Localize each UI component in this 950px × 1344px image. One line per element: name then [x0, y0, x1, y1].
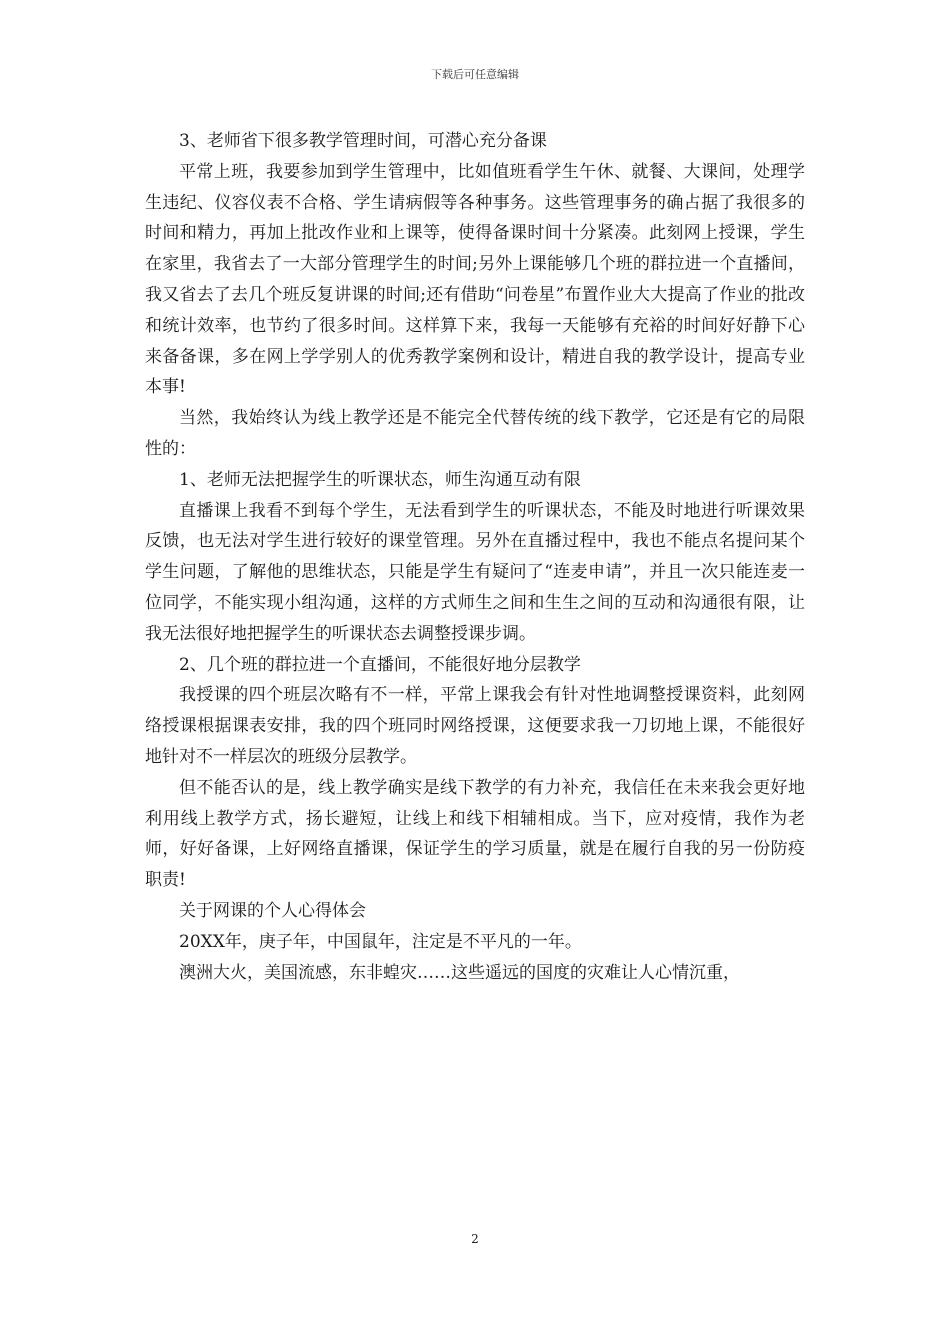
paragraph: 但不能否认的是，线上教学确实是线下教学的有力补充，我信任在未来我会更好地利用线上教学方式，扬长避短，让线上和线下相辅相成。当下，应对疫情，我作为老师，好好备课，上好网络直播课，保证学生的学习质量，就是在履行自我的另一份防疫职责!: [145, 777, 805, 891]
paragraph: 我授课的四个班层次略有不一样，平常上课我会有针对性地调整授课资料，此刻网络授课根据课表安排，我的四个班同时网络授课，这便要求我一刀切地上课，不能很好地针对不一样层次的班级分层教学。: [145, 685, 805, 767]
paragraph: 平常上班，我要参加到学生管理中，比如值班看学生午休、就餐、大课间，处理学生违纪、仪容仪表不合格、学生请病假等各种事务。这些管理事务的确占据了我很多的时间和精力，再加上批改作业和上课等，使得备课时间十分紧凑。此刻网上授课，学生在家里，我省去了一大部分管理学生的时间;另外上课能够几个班的群拉进一个直播间，我又省去了去几个班反复讲课的时间;还有借助“问卷星”布置作业大大提高了作业的批改和统计效率，也节约了很多时间。这样算下来，我每一天能够有充裕的时间好好静下心来备备课，多在网上学学别人的优秀教学案例和设计，精进自我的教学设计，提高专业本事!: [145, 161, 805, 398]
page-header: 下载后可任意编辑: [431, 68, 519, 81]
paragraph-heading: 1、老师无法把握学生的听课状态，师生沟通互动有限: [179, 469, 581, 490]
paragraph-heading: 3、老师省下很多教学管理时间，可潜心充分备课: [179, 131, 547, 151]
paragraph: 当然，我始终认为线上教学还是不能完全代替传统的线下教学，它还是有它的局限性的：: [145, 408, 805, 459]
document-body: [145, 126, 805, 988]
paragraph-heading: 2、几个班的群拉进一个直播间，不能很好地分层教学: [179, 654, 581, 675]
paragraph: 20XX年，庚子年，中国鼠年，注定是不平凡的一年。: [179, 931, 582, 952]
page-number: 2: [471, 1232, 479, 1246]
paragraph: 直播课上我看不到每个学生，无法看到学生的听课状态，不能及时地进行听课效果反馈，也无法对学生进行较好的课堂管理。另外在直播过程中，我也不能点名提问某个学生问题，了解他的思维状态，只能是学生有疑问了“连麦申请”，并且一次只能连麦一位同学，不能实现小组沟通，这样的方式师生之间和生生之间的互动和沟通很有限，让我无法很好地把握学生的听课状态去调整授课步调。: [145, 500, 805, 644]
paragraph: 澳洲大火，美国流感，东非蝗灾……这些遥远的国度的灾难让人心情沉重，: [179, 962, 740, 983]
section-title: 关于网课的个人心得体会: [179, 900, 366, 921]
